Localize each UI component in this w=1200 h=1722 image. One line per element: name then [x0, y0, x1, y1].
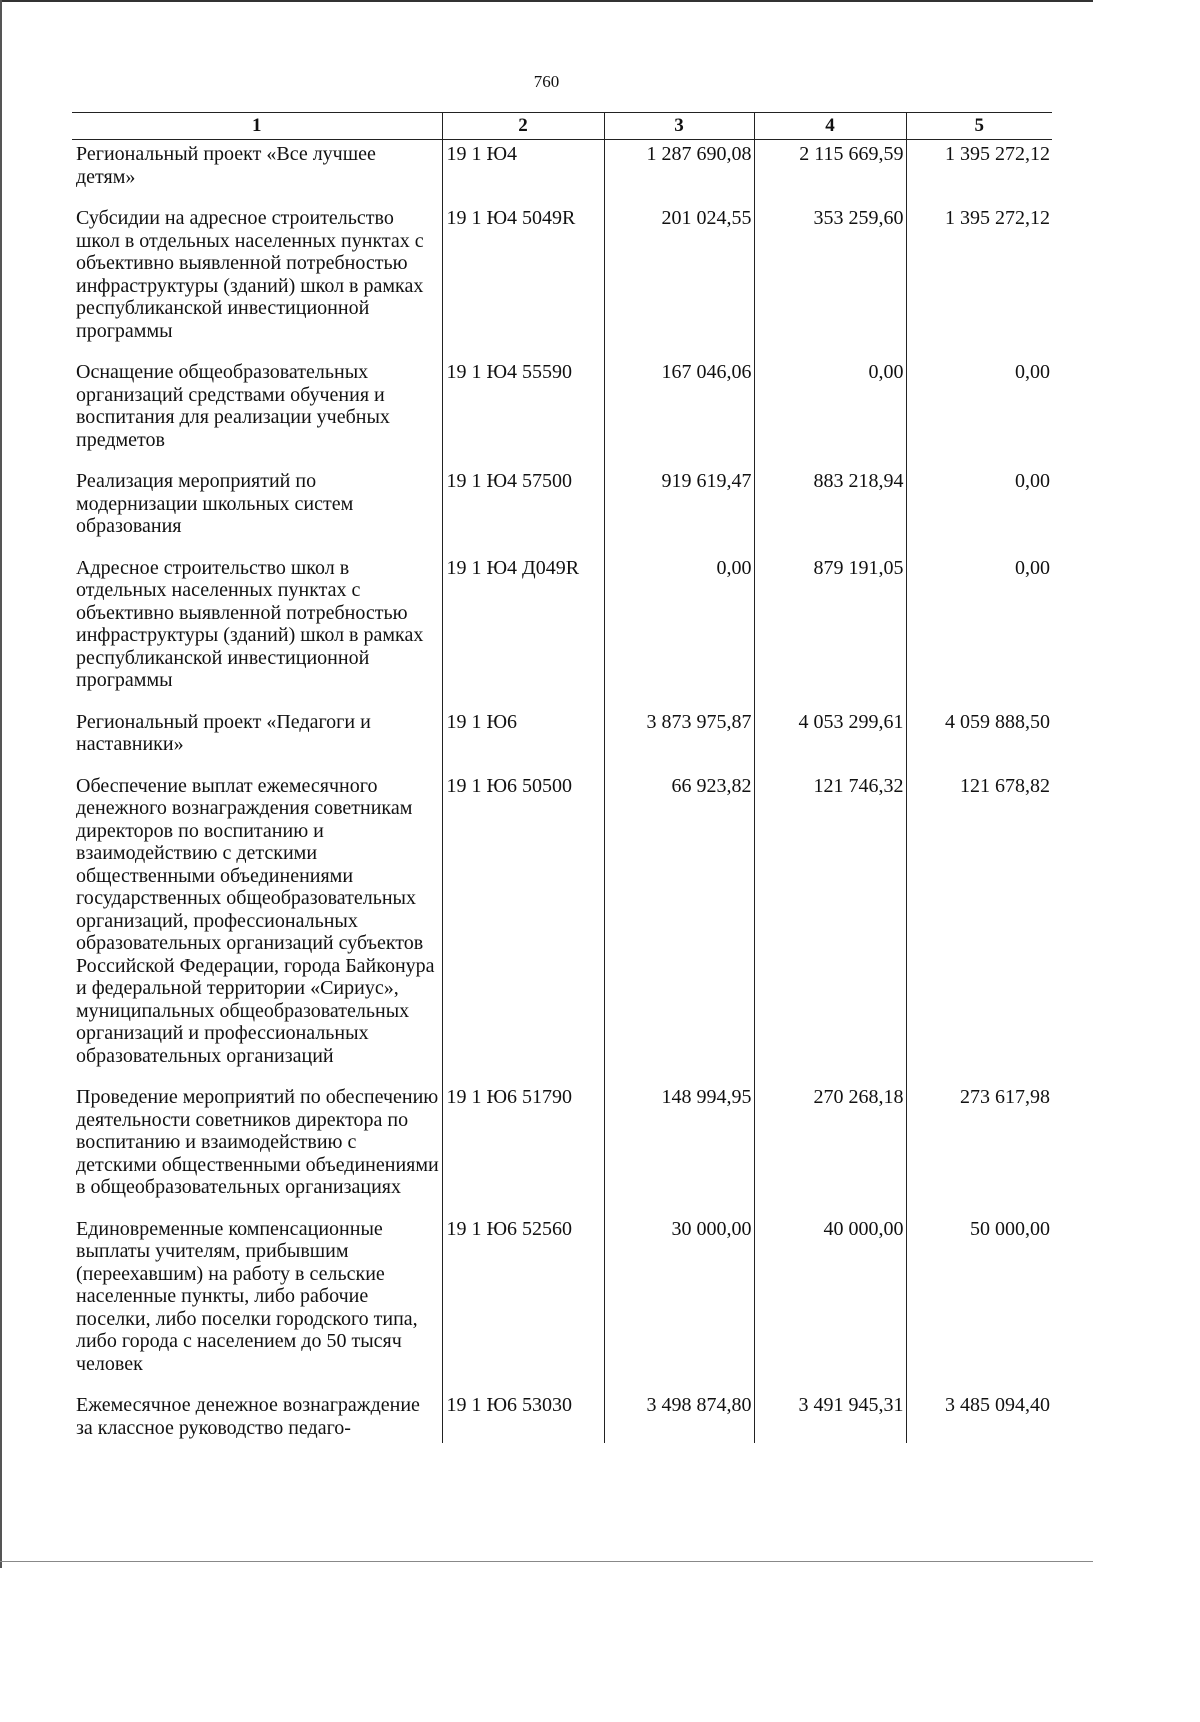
row-value-5: 0,00: [906, 554, 1052, 708]
row-value-3: 66 923,82: [604, 772, 754, 1084]
page-number: 760: [533, 72, 560, 91]
row-name: Региональный проект «Педагоги и наставники»: [76, 710, 371, 755]
row-value-3: 3 498 874,80: [604, 1391, 754, 1443]
row-name: Реализация мероприятий по модернизации школьных систем образования: [76, 470, 354, 537]
row-value-3: 167 046,06: [604, 358, 754, 467]
row-code: 19 1 Ю6 50500: [442, 772, 604, 1084]
row-value-3: 1 287 690,08: [604, 140, 754, 205]
scan-edge-left: [0, 0, 2, 1568]
table-row: [72, 708, 1052, 772]
table-row: [72, 204, 1052, 358]
row-value-5: 121 678,82: [906, 772, 1052, 1084]
row-value-5: 50 000,00: [906, 1215, 1052, 1392]
row-name: Проведение мероприятий по обеспечению деятельности советников директора по воспитанию и взаимодействию с детскими общественными объединениями в общеобразовательных организациях: [76, 1086, 439, 1198]
table-row: [72, 772, 1052, 1084]
column-header-3: 3: [604, 113, 754, 140]
row-value-5: 1 395 272,12: [906, 204, 1052, 358]
row-name: Субсидии на адресное строительство школ в отдельных населенных пунктах с объективно выявленной потребностью инфраструктуры (зданий) школ в рамках республиканской инвестиционной программы: [76, 207, 424, 342]
row-name: Ежемесячное денежное вознаграждение за классное руководство педаго-: [76, 1394, 420, 1439]
row-value-4: 2 115 669,59: [754, 140, 906, 205]
row-value-3: 30 000,00: [604, 1215, 754, 1392]
row-code: 19 1 Ю6 53030: [442, 1391, 604, 1443]
table-row: [72, 1391, 1052, 1443]
row-value-4: 0,00: [754, 358, 906, 467]
row-value-5: 1 395 272,12: [906, 140, 1052, 205]
row-code: 19 1 Ю4 55590: [442, 358, 604, 467]
row-value-5: 0,00: [906, 358, 1052, 467]
row-value-5: 273 617,98: [906, 1083, 1052, 1215]
row-value-4: 4 053 299,61: [754, 708, 906, 772]
row-value-4: 353 259,60: [754, 204, 906, 358]
table-header-row: [72, 113, 1052, 140]
row-value-5: 4 059 888,50: [906, 708, 1052, 772]
row-code: 19 1 Ю4 5049R: [442, 204, 604, 358]
row-name: Региональный проект «Все лучшее детям»: [76, 143, 376, 188]
row-value-4: 121 746,32: [754, 772, 906, 1084]
table-row: [72, 554, 1052, 708]
column-header-1: 1: [72, 113, 442, 140]
row-code: 19 1 Ю6 51790: [442, 1083, 604, 1215]
row-code: 19 1 Ю4 Д049R: [442, 554, 604, 708]
row-name: Оснащение общеобразовательных организаций средствами обучения и воспитания для реализации учебных предметов: [76, 361, 390, 451]
budget-table: [72, 112, 1052, 1443]
column-header-2: 2: [442, 113, 604, 140]
table-row: [72, 140, 1052, 205]
scan-edge-top: [0, 0, 1093, 2]
row-value-4: 40 000,00: [754, 1215, 906, 1392]
row-value-4: 879 191,05: [754, 554, 906, 708]
row-code: 19 1 Ю4 57500: [442, 467, 604, 554]
row-code: 19 1 Ю6: [442, 708, 604, 772]
row-name: Единовременные компенсационные выплаты учителям, прибывшим (переехавшим) на работу в сельские населенные пункты, либо рабочие поселки, либо поселки городского типа, либо города с населением до 50 тысяч человек: [76, 1217, 418, 1375]
table-row: [72, 467, 1052, 554]
column-header-5: 5: [906, 113, 1052, 140]
scan-edge-bottom: [0, 1561, 1093, 1562]
row-value-3: 148 994,95: [604, 1083, 754, 1215]
table-row: [72, 358, 1052, 467]
table-row: [72, 1083, 1052, 1215]
row-value-3: 3 873 975,87: [604, 708, 754, 772]
row-value-4: 270 268,18: [754, 1083, 906, 1215]
row-value-5: 3 485 094,40: [906, 1391, 1052, 1443]
row-code: 19 1 Ю6 52560: [442, 1215, 604, 1392]
row-value-3: 0,00: [604, 554, 754, 708]
row-value-3: 919 619,47: [604, 467, 754, 554]
row-value-4: 3 491 945,31: [754, 1391, 906, 1443]
row-name: Обеспечение выплат ежемесячного денежного вознаграждения советникам директоров по воспитанию и взаимодействию с детскими общественными объединениями государственных общеобразовательных организаций, профессиональных образовательных организаций субъектов Российской Федерации, города Байконура и федеральной территории «Сириус», муниципальных общеобразовательных организаций и профессиональных образовательных организаций: [76, 774, 435, 1067]
row-value-3: 201 024,55: [604, 204, 754, 358]
column-header-4: 4: [754, 113, 906, 140]
table-row: [72, 1215, 1052, 1392]
row-value-5: 0,00: [906, 467, 1052, 554]
row-value-4: 883 218,94: [754, 467, 906, 554]
row-code: 19 1 Ю4: [442, 140, 604, 205]
row-name: Адресное строительство школ в отдельных населенных пунктах с объективно выявленной потребностью инфраструктуры (зданий) школ в рамках республиканской инвестиционной программы: [76, 556, 424, 691]
